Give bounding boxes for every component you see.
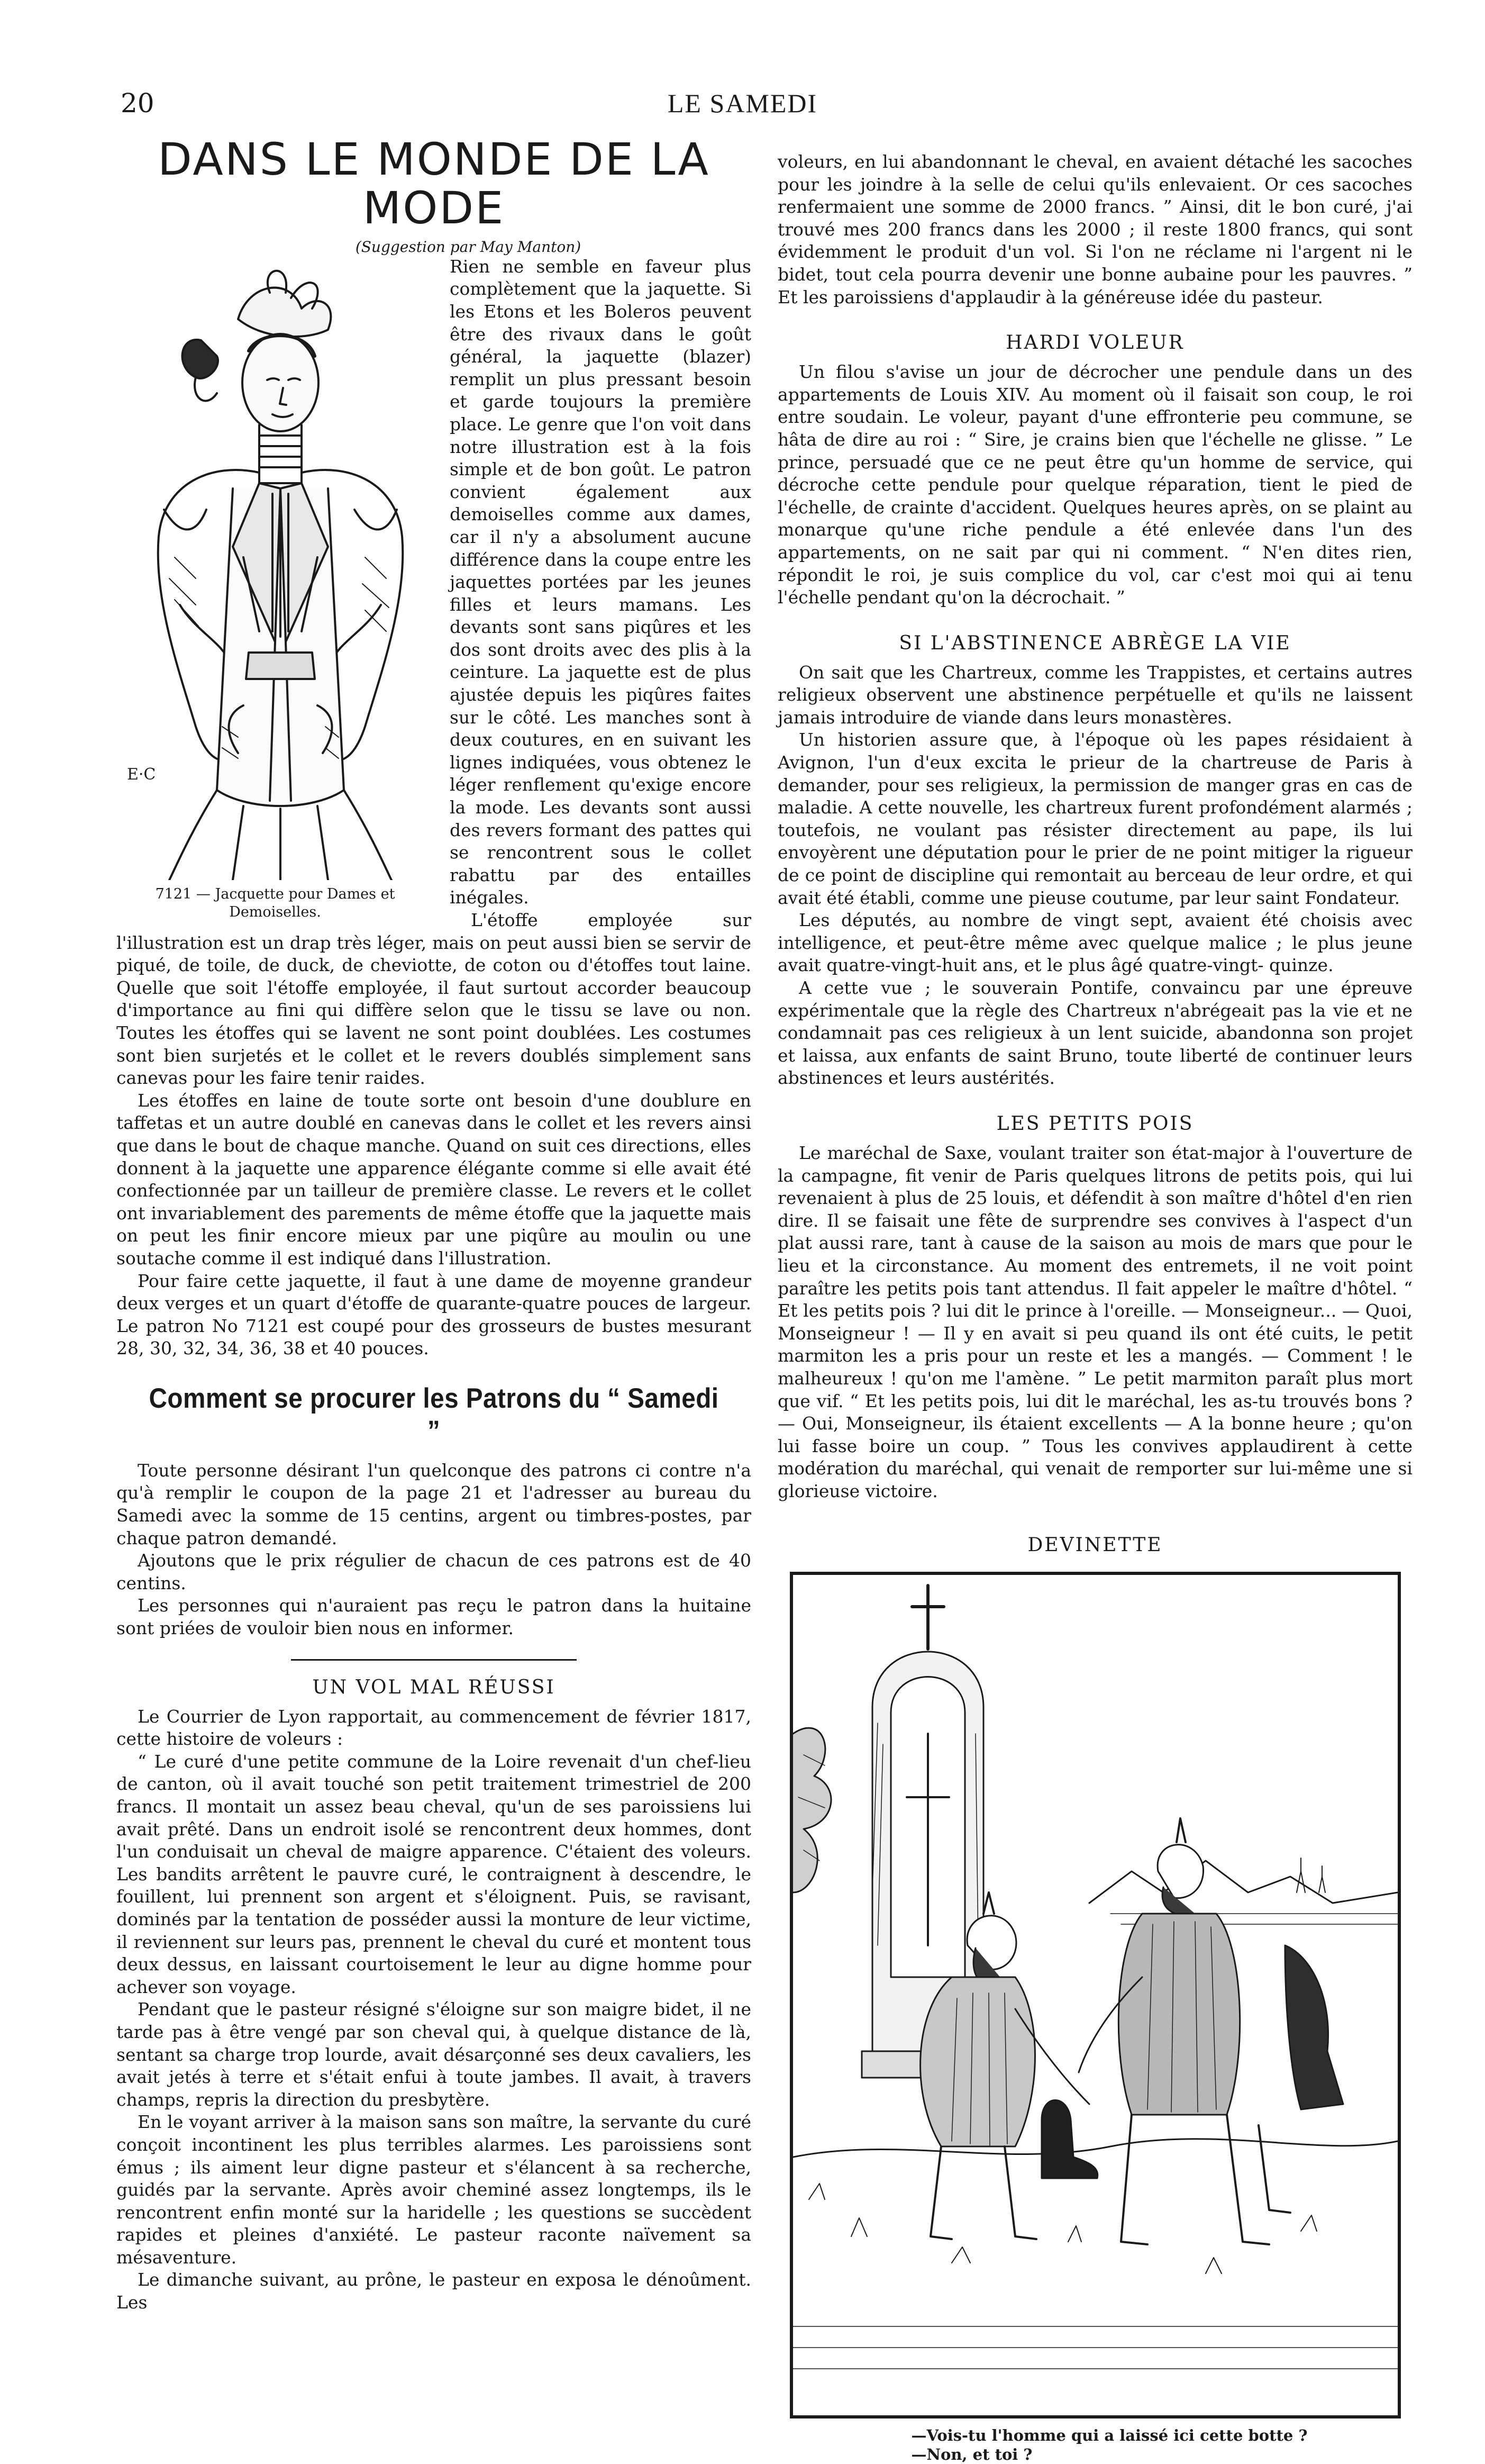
abstinence-paragraph-2: Un historien assure que, à l'époque où les papes résidaient à Avignon, l'un d'eux excita le prieur de la chartreuse de Paris à demander, pour ses religieux, la permission de manger gras en cas de maladie. A cette nouvelle, les chartreux furent profondément alarmés ; toutefois, ne voulant pas résister directement au pape, ils lui envoyèrent une députation pour le prier de ne point mitiger la rigueur de ce point de discipline qui remontait au berceau de leur ordre, et qui avait été établi, comme une pieuse coutume, par leur saint Fondateur.	[778, 729, 1413, 908]
riddle-picture	[790, 1572, 1401, 2418]
abstinence-paragraph-1: On sait que les Chartreux, comme les Trappistes, et certains autres religieux observent une abstinence perpétuelle et qu'ils ne laissent jamais introduire de viande dans leurs monastères.	[778, 662, 1413, 728]
section-divider	[291, 1659, 577, 1661]
vol-paragraph-4: En le voyant arriver à la maison sans son maître, la servante du curé conçoit incontinent les plus terribles alarmes. Les paroissiens sont émus ; ils aiment leur digne pasteur et s'élancent à sa recherche, guidés par la servante. Après avoir cheminé assez longtemps, ils le rencontrent enfin monté sur la haridelle ; les questions se succèdent rapides et pleines d'anxiété. Le pasteur raconte naïvement sa mésaventure.	[116, 2112, 751, 2268]
figure-signature: E·C	[127, 765, 156, 784]
fashion-figure	[116, 261, 434, 921]
dialog-line-2: —Non, et toi ?	[911, 2445, 1033, 2464]
woman-in-jacket-drawing	[116, 261, 434, 880]
patrons-paragraph-1: Toute personne désirant l'un quelconque des patrons ci contre n'a qu'à remplir le coupon de la page 21 et l'adresser au bureau du Samedi avec la somme de 15 centins, argent ou timbres-postes, par chaque patron demandé.	[116, 1460, 751, 1548]
vol-paragraph-5: Le dimanche suivant, au prône, le pasteur en exposa le dénoûment. Les	[116, 2269, 751, 2313]
mode-subtitle: (Suggestion par May Manton)	[355, 238, 581, 256]
left-column	[116, 135, 751, 2314]
page-number: 20	[121, 88, 154, 119]
abstinence-paragraph-3: Les députés, au nombre de vingt sept, avaient été choisis avec intelligence, et peut-être même avec quelque malice ; le plus jeune avait quatre-vingt-huit ans, et le plus âgé quatre-vingt- quinze.	[778, 910, 1413, 976]
vol-continuation: voleurs, en lui abandonnant le cheval, en avaient détaché les sacoches pour les joindre à la selle de celui qu'ils enlevaient. Or ces sacoches renfermaient une somme de 2000 francs. ” Ainsi, dit le bon curé, j'ai trouvé mes 200 francs dans les 2000 ; il reste 1800 francs, qui sont évidemment le produit d'un vol. Si l'on ne réclame ni l'argent ni le bidet, tout cela pourra devenir une bonne aubaine pour les pauvres. ” Et les paroissiens d'applaudir à la généreuse idée du pasteur.	[778, 151, 1413, 307]
vol-paragraph-3: Pendant que le pasteur résigné s'éloigne sur son maigre bidet, il ne tarde pas à être vengé par son cheval qui, à quelque distance de là, sentant sa charge trop lourde, avait désarçonné ses deux cavaliers, les avait jetés à terre et s'était enfui à toute jambes. Il avait, à travers champs, repris la direction du presbytère.	[116, 1999, 751, 2110]
right-column	[778, 151, 1413, 2464]
mode-title: DANS LE MONDE DE LA MODE	[158, 133, 710, 234]
devinette-illustration	[790, 1572, 1401, 2464]
pois-paragraph-1: Le maréchal de Saxe, voulant traiter son état-major à l'ouverture de la campagne, fit venir de Paris quelques litrons de petits pois, qui lui revenaient à plus de 25 louis, et défendit à son maître d'hôtel d'en rien dire. Il se faisait une fête de surprendre ses convives à l'aspect d'un plat aussi rare, tant à cause de la saison au mois de mars que pour le lieu et la circonstance. Au moment des entremets, il ne voit point paraître les petits pois tant attendus. Il fait appeler le maître d'hôtel. “ Et les petits pois ? lui dit le prince à l'oreille. — Monseigneur... — Quoi, Monseigneur ! — Il y en avait si peu quand ils ont été cuits, le petit marmiton les a pris pour un reste et les a mangés. — Comment ! le malheureux ! qu'on me l'amène. ” Le petit marmiton paraît plus mort que vif. “ Et les petits pois, lui dit le maréchal, les as-tu trouvés bons ? — Oui, Monseigneur, ils étaient excellents — A la bonne heure ; qu'on lui fasse boire un coup. ” Tous les convives applaudirent à cette modération du maréchal, qui venait de remporter sur lui-même une si glorieuse victoire.	[778, 1142, 1413, 1501]
mode-paragraph-3: Les étoffes en laine de toute sorte ont besoin d'une doublure en taffetas et un autre doublé en canevas dans le collet et les revers ainsi que dans le bout de chaque manche. Quand on suit ces directions, elles donnent à la jaquette une apparence élégante comme si elle avait été confectionnée par un tailleur de première classe. Le revers et le collet ont invariablement des parements de même étoffe que la jaquette mais on peut les finir encore mieux par une piqûre au moulin ou une soutache comme il est indiqué dans l'illustration.	[116, 1090, 751, 1269]
mode-paragraph-4: Pour faire cette jaquette, il faut à une dame de moyenne grandeur deux verges et un quart d'étoffe de quarante-quatre pouces de largeur. Le patron No 7121 est coupé pour des grosseurs de bustes mesurant 28, 30, 32, 34, 36, 38 et 40 pouces.	[116, 1270, 751, 1359]
hardi-paragraph-1: Un filou s'avise un jour de décrocher une pendule dans un des appartements de Louis XIV. Au moment où il faisait son coup, le roi entre soudain. Le voleur, payant d'une effronterie peu commune, se hâta de dire au roi : “ Sire, je crains bien que l'échelle ne glisse. ” Le prince, persuadé que ce ne peut être qu'un homme de service, qui décroche cette pendule pour quelque réparation, tient le pied de l'échelle, de crainte d'accident. Quelques heures après, on se plaint au monarque qu'une riche pendule a été enlevée dans l'un des appartements, on ne sait par qui ni comment. “ N'en dites rien, répondit le roi, je suis complice du vol, car c'est moi qui ai tenu l'échelle pendant qu'on la décrochait. ”	[778, 361, 1413, 608]
devinette-title: DEVINETTE	[1027, 1534, 1163, 1556]
patrons-paragraph-2: Ajoutons que le prix régulier de chacun de ces patrons est de 40 centins.	[116, 1550, 751, 1593]
dialog-line-1: —Vois-tu l'homme qui a laissé ici cette botte ?	[911, 2426, 1308, 2445]
jacket-illustration	[116, 261, 434, 880]
abstinence-title: SI L'ABSTINENCE ABRÈGE LA VIE	[899, 632, 1291, 654]
figure-caption: 7121 — Jacquette pour Dames et Demoiselles.	[155, 885, 395, 920]
hardi-title: HARDI VOLEUR	[1006, 332, 1185, 354]
vol-paragraph-2: “ Le curé d'une petite commune de la Loire revenait d'un chef-lieu de canton, où il avait touché son petit traitement trimestriel de 200 francs. Il montait un assez beau cheval, qu'un de ses paroissiens lui avait prêté. Dans un endroit isolé se rencontrent deux hommes, dont l'un conduisait un cheval de maigre apparence. C'étaient des voleurs. Les bandits arrêtent le pauvre curé, le contraignent à descendre, le fouillent, lui prennent son argent et s'éloignent. Puis, se ravisant, dominés par la tentation de posséder aussi la monture de leur victime, il reviennent sur leurs pas, prennent le cheval du curé et montent tous deux dessus, en laissant courtoisement le leur au digne homme pour achever son voyage.	[116, 1751, 751, 1997]
abstinence-paragraph-4: A cette vue ; le souverain Pontife, convaincu par une épreuve expérimentale que la règle des Chartreux n'abrégeait pas la vie et ne condamnait pas ces religieux à un lent suicide, abandonna son projet et laissa, aux enfants de saint Bruno, toute liberté de continuer leurs abstinences et leurs austérités.	[778, 977, 1413, 1089]
mode-paragraph-2: L'étoffe employée sur l'illustration est un drap très léger, mais on peut aussi bien se servir de piqué, de toile, de duck, de cheviotte, de coton ou d'étoffes tout laine. Quelle que soit l'étoffe employée, il faut surtout accorder beaucoup d'importance au fini qui diffère selon que le tissu se lave ou non. Toutes les étoffes qui se lavent ne sont point doublées. Les costumes sont bien surjetés et le collet et le revers doublés simplement sans canevas pour les faire tenir raides.	[116, 910, 751, 1089]
soldiers-scene-drawing	[793, 1575, 1398, 2415]
journal-title: LE SAMEDI	[667, 88, 818, 118]
patrons-paragraph-3: Les personnes qui n'auraient pas reçu le patron dans la huitaine sont priées de vouloir bien nous en informer.	[116, 1595, 751, 1639]
mode-paragraph-1: Rien ne semble en faveur plus complètement que la jaquette. Si les Etons et les Boleros peuvent être des rivaux dans le goût général, la jaquette (blazer) remplit un plus pressant besoin et garde toujours la première place. Le genre que l'on voit dans notre illustration est à la fois simple et de bon goût. Le patron convient également aux demoiselles comme aux dames, car il n'y a absolument aucune différence dans la coupe entre les jaquettes portées par les jeunes filles et leurs mamans. Les devants sont sans piqûres et les dos sont droits avec des plis à la ceinture. La jaquette est de plus ajustée depuis les piqûres faites sur le côté. Les manches sont à deux coutures, en en suivant les lignes indiquées, vous obtenez le léger renflement qu'exige encore la mode. Les devants sont aussi des revers formant des pattes qui se rencontrent sous le collet rabattu par des entailles inégales.	[450, 256, 751, 908]
patrons-title: Comment se procurer les Patrons du “ Samedi ”	[149, 1382, 719, 1446]
vol-title: UN VOL MAL RÉUSSI	[312, 1676, 555, 1698]
pois-title: LES PETITS POIS	[996, 1112, 1194, 1135]
vol-paragraph-1: Le Courrier de Lyon rapportait, au commencement de février 1817, cette histoire de voleurs :	[116, 1706, 751, 1750]
